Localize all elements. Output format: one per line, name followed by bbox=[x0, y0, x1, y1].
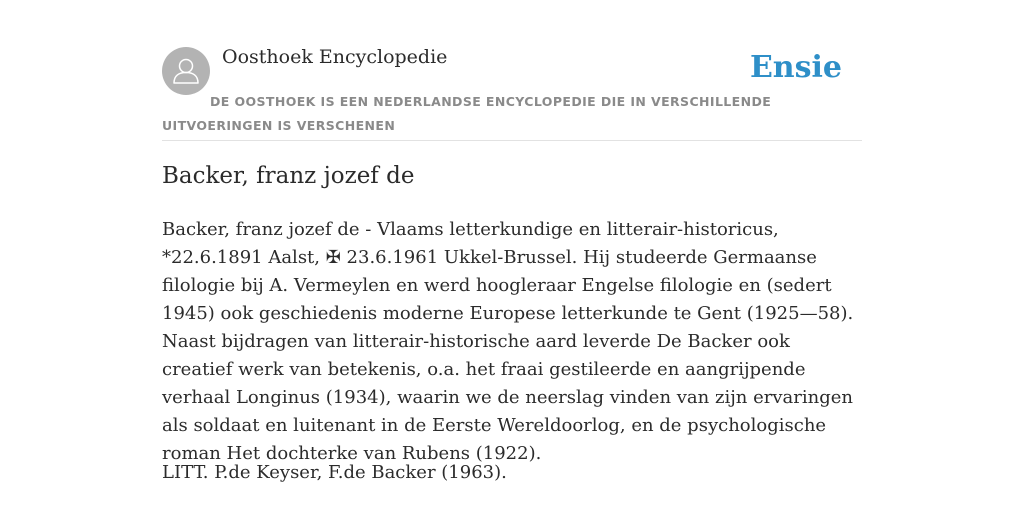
literature-reference: LITT. P.de Keyser, F.de Backer (1963). bbox=[162, 462, 507, 483]
source-subtitle: DE OOSTHOEK IS EEN NEDERLANDSE ENCYCLOPEDIE DIE IN VERSCHILLENDE UITVOERINGEN IS VERSCHENEN bbox=[162, 94, 772, 133]
page bbox=[162, 0, 862, 483]
source-title[interactable]: Oosthoek Encyclopedie bbox=[222, 46, 448, 68]
source-header bbox=[162, 0, 862, 141]
brand-logo[interactable]: Ensie bbox=[749, 50, 842, 85]
user-silhouette-icon[interactable] bbox=[162, 47, 210, 95]
page-title: Backer, franz jozef de bbox=[162, 163, 415, 189]
entry-body: Backer, franz jozef de - Vlaams letterkundige en litterair-historicus, *22.6.1891 Aalst, ✠ 23.6.1961 Ukkel-Brussel. Hij studeerde Germaanse filologie bij A. Vermeylen en werd hoogleraar Engelse filologie en (sedert 1945) ook geschiedenis moderne Europese letterkunde te Gent (1925—58). Naast bijdragen van litterair-historische aard leverde De Backer ook creatief werk van betekenis, o.a. het fraai gestileerde en aangrijpende verhaal Longinus (1934), waarin we de neerslag vinden van zijn ervaringen als soldaat en luitenant in de Eerste Wereldoorlog, en de psychologische roman Het dochterke van Rubens (1922). bbox=[162, 219, 854, 464]
